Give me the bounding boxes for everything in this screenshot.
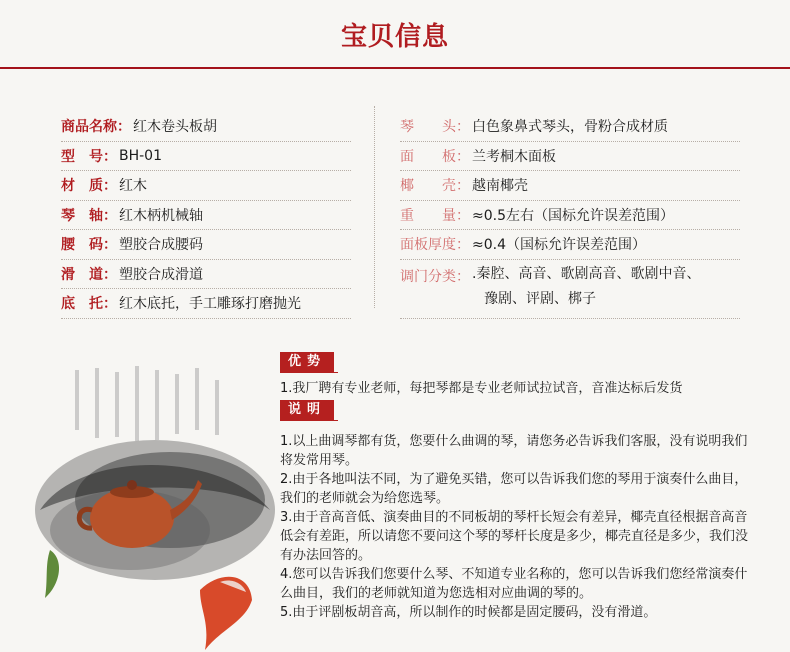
spec-value: 红木卷头板胡 bbox=[133, 119, 217, 136]
list-item: 1.以上曲调琴都有货，您要什么曲调的琴，请您务必告诉我们客服，没有说明我们将发常用琴。 bbox=[280, 434, 748, 468]
advantage-text: 1.我厂聘有专业老师，每把琴都是专业老师试拉试音，音准达标后发货 bbox=[280, 381, 683, 396]
spec-row bbox=[61, 171, 351, 201]
spec-value: 白色象鼻式琴头，骨粉合成材质 bbox=[472, 119, 668, 136]
spec-value: 红木柄机械轴 bbox=[119, 207, 203, 224]
spec-label: 椰 壳： bbox=[400, 178, 470, 195]
spec-row bbox=[400, 230, 740, 260]
spec-row bbox=[61, 142, 351, 172]
spec-label: 调门分类： bbox=[400, 268, 470, 285]
spec-row bbox=[61, 230, 351, 260]
spec-label: 重 量： bbox=[400, 207, 470, 224]
advantage-badge: 优势 bbox=[280, 352, 334, 372]
spec-value: 兰考桐木面板 bbox=[472, 148, 556, 165]
spec-label: 面 板： bbox=[400, 148, 470, 165]
spec-label: 型 号： bbox=[61, 148, 117, 165]
badge-underline bbox=[280, 372, 338, 373]
spec-label: 琴 头： bbox=[400, 119, 470, 136]
spec-value: 红木 bbox=[119, 178, 147, 195]
spec-value: 塑胶合成腰码 bbox=[119, 237, 203, 254]
spec-label: 面板厚度： bbox=[400, 237, 470, 254]
spec-row bbox=[61, 289, 351, 319]
spec-row bbox=[61, 112, 351, 142]
spec-row bbox=[400, 142, 740, 172]
spec-label: 商品名称： bbox=[61, 119, 131, 136]
spec-value: 红木底托，手工雕琢打磨抛光 bbox=[119, 296, 301, 313]
spec-row bbox=[61, 201, 351, 231]
list-item: 4.您可以告诉我们您要什么琴、不知道专业名称的，您可以告诉我们您经常演奏什么曲目，我们的老师就知道为您选相对应曲调的琴的。 bbox=[280, 567, 748, 601]
spec-table-right bbox=[400, 112, 740, 319]
spec-value: ≈0.4（国标允许误差范围） bbox=[472, 237, 646, 254]
spec-value: 越南椰壳 bbox=[472, 178, 528, 195]
spec-row bbox=[61, 260, 351, 290]
spec-value: ≈0.5左右（国标允许误差范围） bbox=[472, 207, 674, 224]
notes-badge: 说明 bbox=[280, 400, 334, 420]
spec-label: 材 质： bbox=[61, 178, 117, 195]
spec-label: 滑 道： bbox=[61, 266, 117, 283]
page-title: 宝贝信息 bbox=[340, 22, 449, 52]
spec-divider bbox=[374, 106, 375, 308]
spec-row bbox=[400, 260, 740, 319]
list-item: 3.由于音高音低、演奏曲目的不同板胡的琴杆长短会有差异，椰壳直径根据音高音低会有差距，所以请您不要问这个琴的琴杆长度是多少，椰壳直径是多少，我们没有办法回答的。 bbox=[280, 510, 749, 563]
spec-label: 琴 轴： bbox=[61, 207, 117, 224]
spec-row bbox=[400, 112, 740, 142]
spec-label: 腰 码： bbox=[61, 237, 117, 254]
spec-value bbox=[472, 262, 700, 312]
header bbox=[0, 0, 790, 80]
spec-label: 底 托： bbox=[61, 296, 117, 313]
ink-painting-illustration bbox=[20, 360, 290, 652]
spec-value-line: .秦腔、高音、歌剧高音、歌剧中音、 bbox=[472, 265, 701, 282]
spec-row bbox=[400, 201, 740, 231]
spec-row bbox=[400, 171, 740, 201]
spec-table-left bbox=[61, 112, 351, 319]
title-divider bbox=[0, 67, 790, 69]
spec-value: 塑胶合成滑道 bbox=[119, 266, 203, 283]
spec-value-line: 豫剧、评剧、梆子 bbox=[484, 290, 596, 307]
list-item: 5.由于评剧板胡音高，所以制作的时候都是固定腰码，没有滑道。 bbox=[280, 605, 657, 620]
list-item: 2.由于各地叫法不同，为了避免买错，您可以告诉我们您的琴用于演奏什么曲目，我们的老师就会为给您选琴。 bbox=[280, 472, 748, 506]
badge-underline bbox=[280, 420, 338, 421]
spec-value: BH-01 bbox=[119, 147, 162, 164]
notes-list bbox=[280, 432, 750, 622]
